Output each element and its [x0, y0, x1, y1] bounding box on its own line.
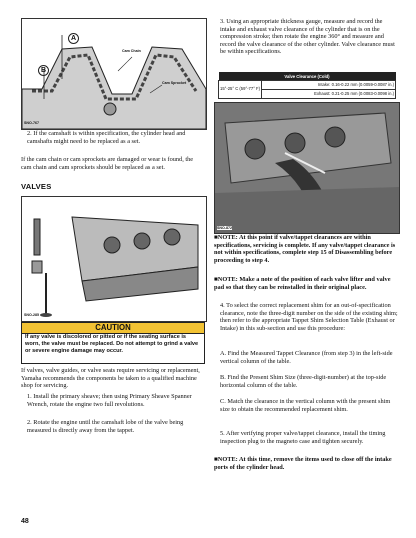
figure-code: SNO-767 — [24, 121, 39, 125]
caution-text: If any valve is discolored or pitted or if the seating surface is worn, the valve must be replaced. Do not attempt to grind a valve or severe engine damage may occur. — [21, 333, 205, 364]
caution-header: CAUTION — [21, 322, 205, 334]
exhaust-cell: Exhaust: 0.21-0.25 mm (0.0083-0.0098 in.) — [262, 90, 396, 99]
step-3-measure-clearance: 3. Using an appropriate thickness gauge, measure and record the intake and exhaust valve clearance of the cylinder that is on the compression stroke; then rotate the engine 360° and measure and record the valve clearance of the other cylinder. Valve clearance must be within specifications. — [220, 18, 395, 56]
feeler-gauge-figure — [214, 102, 400, 234]
step-2-camshaft: 2. If the camshaft is within specification, the cylinder head and camshafts might need to be replaced as a set. — [27, 130, 186, 145]
note-remove-items: ■NOTE: At this time, remove the items used to close off the intake ports of the cylinder head. — [214, 456, 392, 471]
figure-code: SNO-285 — [24, 313, 39, 317]
step-5-install-plug: 5. After verifying proper valve/tappet clearance, install the timing inspection plug to the magneto case and tighten securely. — [220, 430, 386, 445]
cam-chain-paragraph: If the cam chain or cam sprockets are damaged or wear is found, the cam chain and cam sprockets should be replaced as a set. — [21, 156, 194, 171]
step-c-match-clearance: C. Match the clearance in the vertical column with the present shim size to obtain the recommended replacement shim. — [220, 398, 391, 413]
valve-clearance-table — [218, 72, 396, 99]
label-a: A — [68, 33, 79, 44]
step-4-select-shim: 4. To select the correct replacement shim for an out-of-specification clearance, note the three-digit number on the side of the existing shim; then refer to the appropriate Tappet Shim Selection Table (Exhaust or Intake) in this sub-section and use this procedure: — [220, 302, 398, 332]
note-lifter-position: ■NOTE: Make a note of the position of each valve lifter and valve pad so that they can be reinstalled in their original place. — [214, 276, 391, 291]
note-clearance-within-spec: ■NOTE: At this point if valve/tappet clearances are within specifications, servicing is complete. If any valve/tappet clearance is not within specifications, complete step 15 of Disassembling before proceeding to step 4. — [214, 234, 396, 264]
label-b: B — [38, 65, 49, 76]
figure-code: SNO-872 — [217, 226, 232, 230]
cam-sprocket-label: Cam Sprocket — [162, 81, 187, 85]
cylinder-head-illustration — [22, 197, 206, 321]
page-number: 48 — [21, 518, 29, 525]
step-a-measured-clearance: A. Find the Measured Tappet Clearance (from step 3) in the left-side vertical column of the table. — [220, 350, 393, 365]
step-b-present-shim: B. Find the Present Shim Size (three-digit-number) at the top-side horizontal column of the table. — [220, 374, 387, 389]
valve-figure — [21, 196, 207, 322]
feeler-gauge-illustration — [215, 103, 399, 233]
cam-chain-label: Cam Chain — [122, 49, 141, 53]
valve-service-paragraph: If valves, valve guides, or valve seats require servicing or replacement, Yamaha recommends the components be taken to a qualified machine shop for servicing. — [21, 367, 200, 390]
intake-cell: Intake: 0.16-0.22 mm (0.0059-0.0087 in.) — [262, 81, 396, 90]
table-header: Valve Clearance (Cold) — [219, 72, 396, 81]
cam-chain-illustration — [22, 19, 206, 129]
temperature-cell: 15°-25° C (59°-77° F) — [219, 81, 262, 99]
step-2-rotate-engine: 2. Rotate the engine until the camshaft lobe of the valve being measured is directly away from the tappet. — [27, 419, 184, 434]
cam-chain-figure — [21, 18, 207, 130]
step-1-primary-sheave: 1. Install the primary sheave; then using Primary Sheave Spanner Wrench, rotate the engine two full revolutions. — [27, 393, 192, 408]
section-heading-valves: VALVES — [21, 182, 52, 191]
